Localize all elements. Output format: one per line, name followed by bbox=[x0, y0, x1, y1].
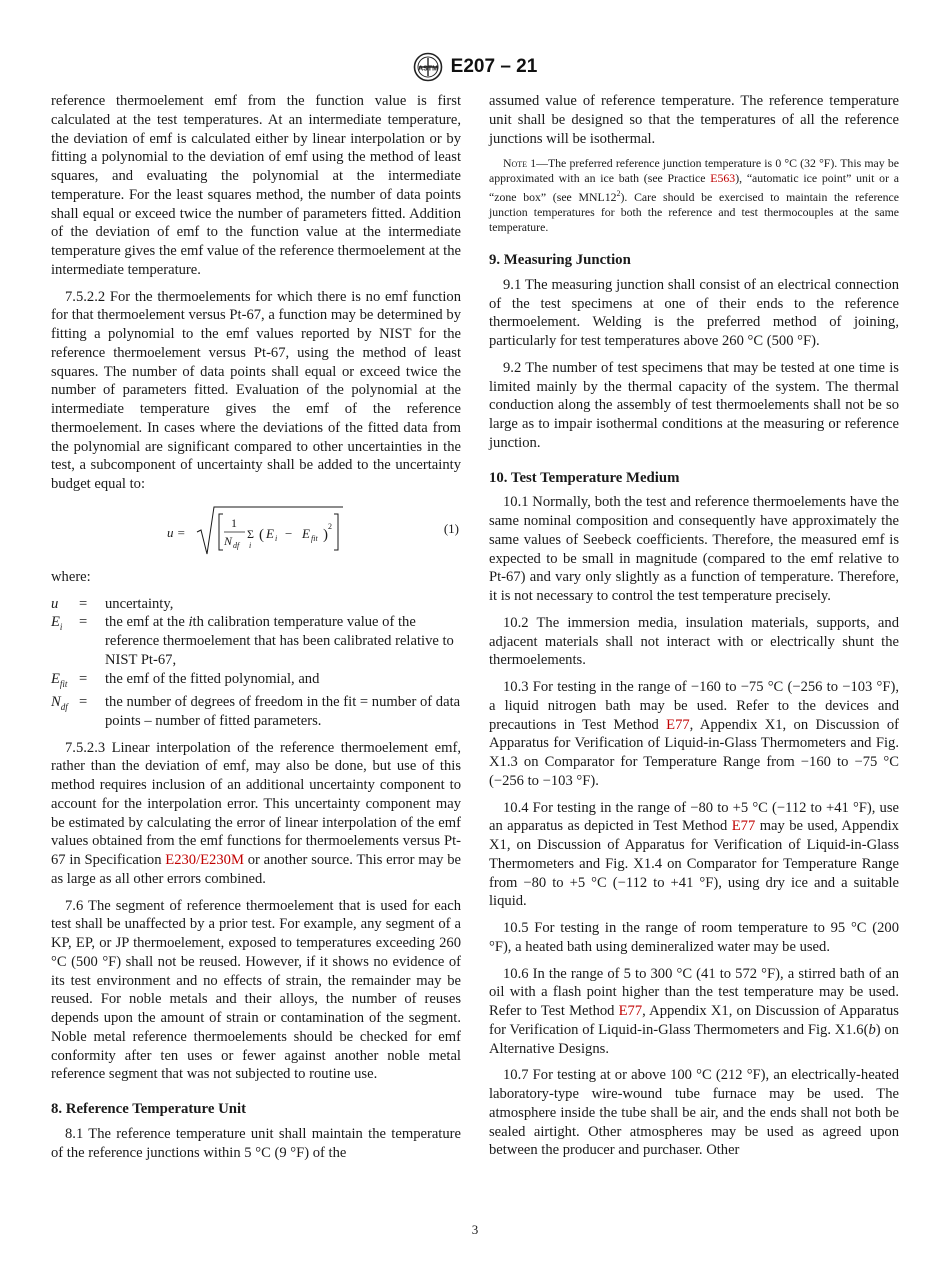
definition-u: u = uncertainty, bbox=[51, 595, 174, 612]
paragraph-10-5: 10.5 For testing in the range of room temperature to 95 °C (200 °F), a heated bath using demineralized water may be used. bbox=[489, 920, 899, 955]
definition-ndf: $N_{df}$ = the number of degrees of freedom in the fit = number of data points – number of fitted parameters. bbox=[51, 694, 461, 729]
svg-text:fit: fit bbox=[311, 533, 318, 543]
svg-text:E: E bbox=[302, 525, 310, 541]
equation-graphic bbox=[51, 502, 461, 560]
svg-text:i: i bbox=[275, 533, 278, 543]
paragraph-10-7: 10.7 For testing at or above 100 °C (212 °F), an electrically-heated laboratory-type wire-wound tube furnace may be used. The atmosphere inside the tube shall be air, and the ends shall not both be sealed airtight. Other atmospheres may be used as agreed upon between the producer and purchaser. Other bbox=[489, 1067, 899, 1159]
definition-efit: $E_{fit}$ = the emf of the fitted polynomial, and bbox=[51, 670, 320, 689]
heading-section-8: 8. Reference Temperature Unit bbox=[51, 1101, 247, 1118]
where-label: where: bbox=[51, 568, 91, 585]
right-column bbox=[489, 92, 899, 1168]
paragraph-10-4: 10.4 For testing in the range of −80 to +5 °C (−112 to +41 °F), use an apparatus as depicted in Test Method E77 may be used, Appendix X1, on Discussion of Apparatus for Verification of Liquid-in-Glass Thermometers and Fig. X1.4 on Comparator for Temperature Range from −80 to +5 °C (−112 to +41 °F), using dry ice and a suitable liquid. bbox=[489, 799, 899, 910]
link-e77[interactable]: E77 bbox=[618, 1003, 643, 1020]
left-column bbox=[51, 92, 461, 1170]
link-e230[interactable]: E230/E230M bbox=[165, 852, 244, 869]
astm-logo-icon bbox=[413, 52, 443, 82]
definitions-list bbox=[51, 595, 461, 731]
paragraph-7-5-2-2: 7.5.2.2 For the thermoelements for which there is no emf function for that thermoelement versus Pt-67, a function may be determined by fitting a polynomial to the emf values reported by NIST for the reference thermoelement versus Pt-67, using the method of least squares. The number of data points shall equal or exceed twice the number of parameters fitted. Evaluation of the polynomial at the intermediate temperature gives the emf of the reference thermoelement. In cases where the deviations of the fitted data from the polynomial are significant compared to other uncertainties in the test, a subcomponent of uncertainty shall be added to the uncertainty budget equal to: bbox=[51, 288, 461, 492]
link-e77[interactable]: E77 bbox=[731, 818, 756, 835]
svg-text:−: − bbox=[285, 525, 293, 541]
paragraph-10-6: 10.6 In the range of 5 to 300 °C (41 to 572 °F), a stirred bath of an oil with a flash point higher than the test temperature may be used. Refer to Test Method E77, Appendix X1, on Discussion of Apparatus for Verification of Liquid-in-Glass Thermometers and Fig. X1.6(b) on Alternative Designs. bbox=[489, 965, 899, 1057]
paragraph-8-1-cont: assumed value of reference temperature. The reference temperature unit shall be designed so that the temperatures of all the reference junctions will be isothermal. bbox=[489, 93, 899, 147]
svg-text:u =: u = bbox=[167, 524, 186, 540]
paragraph-10-3: 10.3 For testing in the range of −160 to −75 °C (−256 to −103 °F), a liquid nitrogen bath may be used. Refer to the devices and precautions in Test Method E77, Appendix X1, on Discussion of Apparatus for Verification of Liquid-in-Glass Thermometers and Fig. X1.3 on Comparator for Temperature Range from −160 to −75 °C (−256 to −103 °F). bbox=[489, 679, 899, 789]
paragraph-7-6: 7.6 The segment of reference thermoelement that is used for each test shall be unaffected by a prior test. For example, any segment of a KP, EP, or JP thermoelement, exposed to temperatures exceeding 260 °C (500 °F) shall not be reused. However, if it shows no evidence of its test environment and no effects of strain, the remainder may be reused. For noble metals and their alloys, the number of reuses depends upon the amount of strain or contamination of the segment. Noble metal reference thermoelements should be checked for emf conformity after ten uses or fewer against another noble metal reference segment that was not subjected to routine use. bbox=[51, 897, 461, 1083]
paragraph-10-2: 10.2 The immersion media, insulation materials, supports, and adjacent materials shall not interact with or electrically shunt the thermoelements. bbox=[489, 614, 899, 669]
svg-text:i: i bbox=[249, 540, 252, 550]
svg-text:1: 1 bbox=[231, 515, 237, 530]
page-header bbox=[0, 52, 950, 87]
svg-text:df: df bbox=[233, 540, 240, 550]
equation-1 bbox=[51, 502, 461, 560]
paragraph-9-2: 9.2 The number of test specimens that may be tested at one time is limited mainly by the thermal capacity of the system. The thermal conduction along the assembly of test thermoelements shall not be so large as to impair isothermal conditions at the measuring or reference junction. bbox=[489, 359, 899, 451]
svg-text:Σ: Σ bbox=[247, 526, 254, 541]
paragraph-9-1: 9.1 The measuring junction shall consist of an electrical connection of the test specimens at one of their ends to the reference thermoelement. Welding is the preferred method of joining, particularly for test temperatures above 260 °C (500 °F). bbox=[489, 276, 899, 350]
paragraph-7-5-2-1-cont: reference thermoelement emf from the function value is first calculated at the test temperatures. At an intermediate temperature, the deviation of emf is calculated either by linear interpolation or by fitting a polynomial to the deviation of emf using the method of least squares, and evaluating the polynomial at the intermediate temperature. For the least squares method, the number of data points shall equal or exceed twice the number of parameters fitted. Addition of the deviation of emf to the function value at the intermediate temperature gives the emf value of the reference thermoelement at the intermediate temperature. bbox=[51, 93, 461, 278]
svg-text:): ) bbox=[323, 526, 328, 543]
paragraph-10-1: 10.1 Normally, both the test and reference thermoelements have the same nominal composition and consequently have approximately the same values of Seebeck coefficients. Therefore, the measured emf is expected to be small in magnitude (compared to the emf relative to Pt-67) and vary only slightly as a function of temperature. Therefore, it is not necessary to control the test temperature precisely. bbox=[489, 494, 899, 605]
note-1: Note 1—The preferred reference junction temperature is 0 °C (32 °F). This may be approximated with an ice bath (see Practice E563), “automatic ice point” unit or a “zone box” (see $MNL12^2$). Care should be exercised to maintain the reference junction temperatures for both the reference and test thermocouples at the same temperature. bbox=[489, 156, 899, 235]
heading-section-9: 9. Measuring Junction bbox=[489, 252, 631, 269]
paragraph-7-5-2-3: 7.5.2.3 Linear interpolation of the reference thermoelement emf, rather than the deviation of emf, may also be done, but use of this method requires inclusion of an additional uncertainty component to account for the interpolation error. This uncertainty component may be estimated by calculating the error of linear interpolation of the emf values obtained from the emf functions for thermoelements versus Pt-67 in Specification E230/E230M or another source. This error may be as large as all other errors combined. bbox=[51, 739, 461, 887]
svg-text:2: 2 bbox=[328, 521, 332, 531]
svg-text:E: E bbox=[266, 525, 274, 541]
heading-section-10: 10. Test Temperature Medium bbox=[489, 469, 680, 486]
definition-ei: $E_i$ = the emf at the ith calibration temperature value of the reference thermoelement that has been calibrated relative to NIST Pt-67, bbox=[51, 614, 454, 668]
standard-designation: E207 – 21 bbox=[450, 56, 538, 77]
page-number: 3 bbox=[471, 1222, 479, 1237]
paragraph-8-1: 8.1 The reference temperature unit shall maintain the temperature of the reference junctions within 5 °C (9 °F) of the bbox=[51, 1125, 461, 1161]
svg-text:(: ( bbox=[259, 526, 264, 543]
link-e77[interactable]: E77 bbox=[666, 716, 690, 733]
link-e563[interactable]: E563 bbox=[710, 171, 736, 186]
svg-text:N: N bbox=[224, 533, 233, 548]
svg-text:ASTM: ASTM bbox=[417, 65, 438, 73]
equation-number: (1) bbox=[443, 520, 459, 536]
